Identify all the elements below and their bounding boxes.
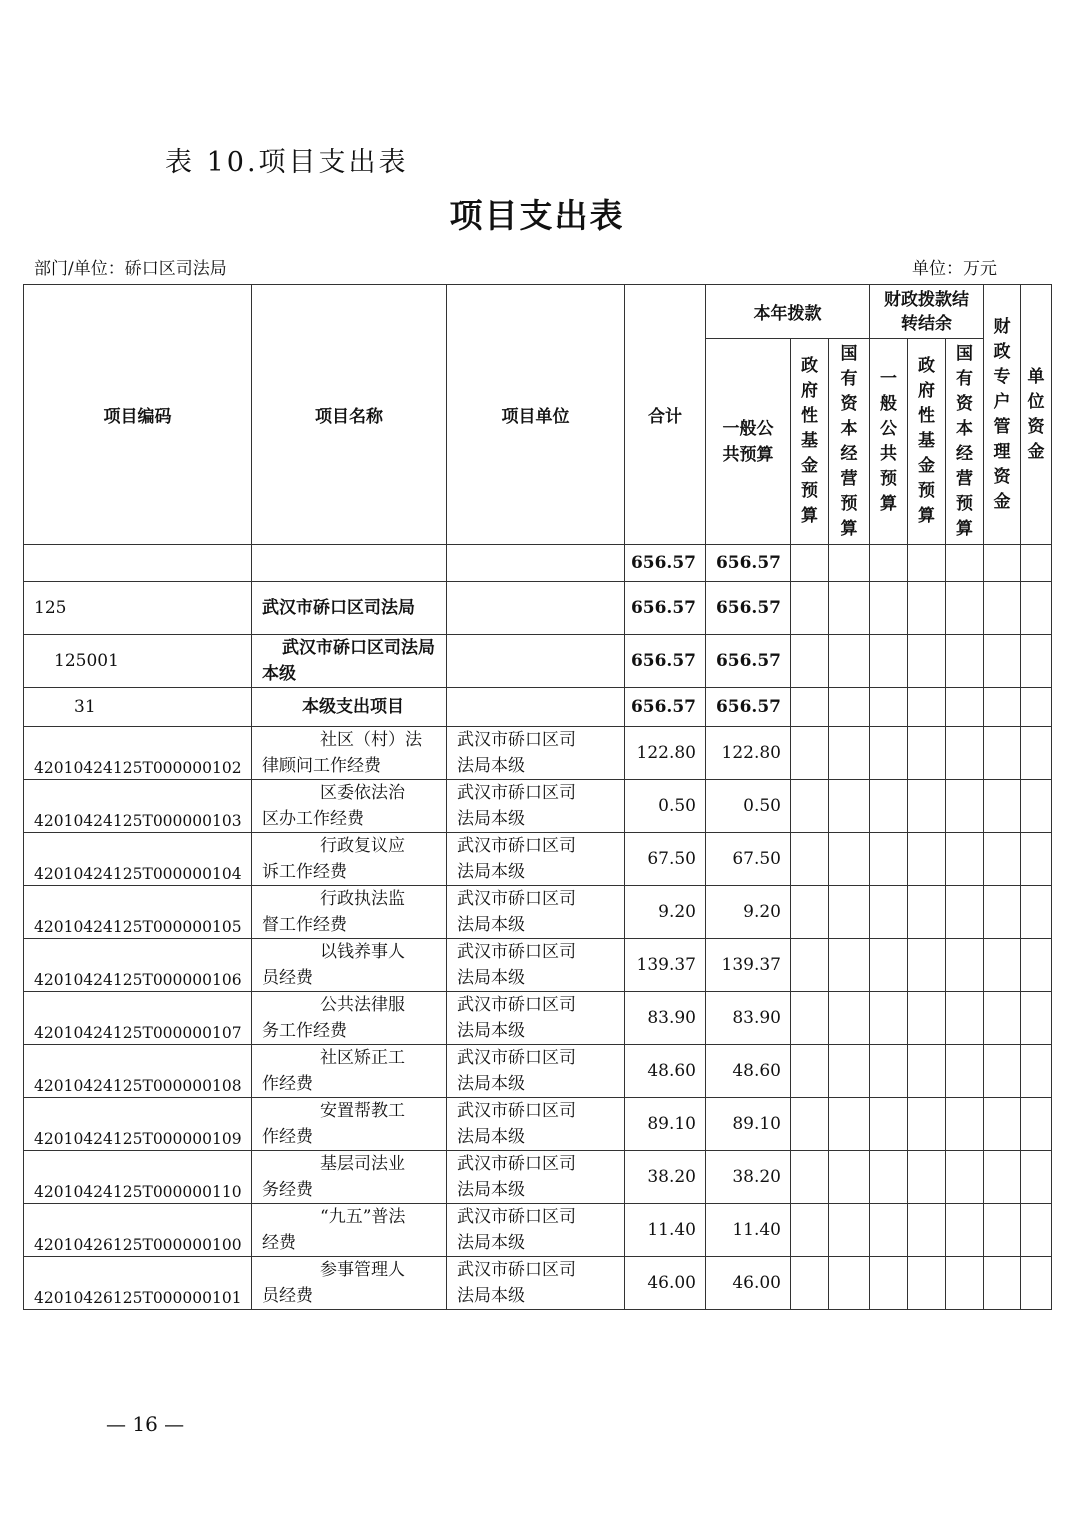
cell-unit (447, 688, 625, 727)
cell-name-line1: 基层司法业 (320, 1154, 405, 1174)
cell-code: 125001 (24, 635, 252, 688)
cell-general: 656.57 (706, 688, 791, 727)
cell-unit-line2: 法局本级 (457, 756, 525, 776)
cell-total: 139.37 (625, 939, 706, 992)
cell-total: 9.20 (625, 886, 706, 939)
cell-general: 122.80 (706, 727, 791, 780)
cell-unit-line1: 武汉市硚口区司 (457, 1207, 576, 1227)
cell-name (252, 939, 447, 992)
cell-name-line1: 公共法律服 (320, 995, 405, 1015)
header-carryover-gov-fund: 政 府 性 基 金 预 算 (908, 339, 946, 545)
table-row-dept (24, 582, 1052, 635)
cell-unit-line1: 武汉市硚口区司 (457, 1101, 576, 1121)
table-row (24, 992, 1052, 1045)
cell-name-line1: 社区（村）法 (320, 730, 422, 750)
cell-name (252, 1257, 447, 1310)
cell-unit-line2: 法局本级 (457, 1180, 525, 1200)
cell-name-line2: 员经费 (262, 968, 313, 988)
table-row (24, 939, 1052, 992)
header-name: 项目名称 (252, 285, 447, 545)
cell-name-line2: 务工作经费 (262, 1021, 347, 1041)
cell-code: 125 (24, 582, 252, 635)
cell-general: 9.20 (706, 886, 791, 939)
cell-general: 0.50 (706, 780, 791, 833)
cell-name (252, 780, 447, 833)
header-special-account: 财 政 专 户 管 理 资 金 (984, 285, 1021, 545)
cell-unit-line1: 武汉市硚口区司 (457, 1048, 576, 1068)
cell-unit-line1: 武汉市硚口区司 (457, 730, 576, 750)
cell-name-line1: 行政复议应 (320, 836, 405, 856)
cell-name-line1: “九五”普法 (320, 1207, 406, 1227)
cell-name-line2: 员经费 (262, 1286, 313, 1306)
cell-code: 42010424125T000000108 (24, 1045, 252, 1098)
cell-unit (447, 1098, 625, 1151)
cell-name (252, 1098, 447, 1151)
table-row (24, 727, 1052, 780)
cell-general: 11.40 (706, 1204, 791, 1257)
cell-unit-line1: 武汉市硚口区司 (457, 942, 576, 962)
cell-unit-line2: 法局本级 (457, 1286, 525, 1306)
cell-code: 42010424125T000000109 (24, 1098, 252, 1151)
page-title: 项目支出表 (449, 196, 625, 235)
cell-total: 0.50 (625, 780, 706, 833)
table-row (24, 1204, 1052, 1257)
cell-name-line1: 安置帮教工 (320, 1101, 405, 1121)
cell-total: 656.57 (625, 635, 706, 688)
cell-general: 67.50 (706, 833, 791, 886)
cell-code: 42010424125T000000102 (24, 727, 252, 780)
table-row-subunit (24, 635, 1052, 688)
cell-unit (447, 1045, 625, 1098)
cell-name-line2: 经费 (262, 1233, 296, 1253)
currency-unit-label: 单位：万元 (912, 259, 997, 279)
table-row (24, 1151, 1052, 1204)
table-row (24, 1045, 1052, 1098)
table-row-category (24, 688, 1052, 727)
cell-code: 42010424125T000000110 (24, 1151, 252, 1204)
cell-total: 83.90 (625, 992, 706, 1045)
cell-total: 89.10 (625, 1098, 706, 1151)
cell-unit-line1: 武汉市硚口区司 (457, 995, 576, 1015)
cell-name-line2: 诉工作经费 (262, 862, 347, 882)
cell-code (24, 545, 252, 582)
cell-total: 46.00 (625, 1257, 706, 1310)
cell-name (252, 545, 447, 582)
cell-name-line1: 社区矫正工 (320, 1048, 405, 1068)
cell-total: 122.80 (625, 727, 706, 780)
cell-unit (447, 1204, 625, 1257)
cell-name-line2: 作经费 (262, 1074, 313, 1094)
cell-name-line2: 作经费 (262, 1127, 313, 1147)
cell-name: 武汉市硚口区司法局本级 (252, 635, 447, 688)
table-row (24, 1098, 1052, 1151)
cell-name-line2: 律顾问工作经费 (262, 756, 381, 776)
header-general-budget: 一般公共预算 (706, 339, 791, 545)
cell-unit (447, 545, 625, 582)
cell-unit (447, 1151, 625, 1204)
header-row-top (24, 285, 1052, 339)
header-gov-fund: 政 府 性 基 金 预 算 (791, 339, 829, 545)
cell-total: 48.60 (625, 1045, 706, 1098)
cell-general: 656.57 (706, 582, 791, 635)
department-label: 部门/单位：硚口区司法局 (34, 259, 227, 279)
cell-code: 31 (24, 688, 252, 727)
cell-total: 38.20 (625, 1151, 706, 1204)
cell-general: 48.60 (706, 1045, 791, 1098)
header-total: 合计 (625, 285, 706, 545)
cell-unit (447, 1257, 625, 1310)
cell-total: 67.50 (625, 833, 706, 886)
cell-unit (447, 886, 625, 939)
cell-name (252, 992, 447, 1045)
cell-name (252, 1204, 447, 1257)
cell-unit (447, 635, 625, 688)
header-carryover-general: 一 般 公 共 预 算 (870, 339, 908, 545)
cell-unit-line2: 法局本级 (457, 1233, 525, 1253)
cell-unit-line2: 法局本级 (457, 862, 525, 882)
page-number: — 16 — (106, 1412, 185, 1436)
cell-general: 656.57 (706, 635, 791, 688)
cell-unit (447, 727, 625, 780)
cell-code: 42010424125T000000104 (24, 833, 252, 886)
cell-code: 42010424125T000000106 (24, 939, 252, 992)
cell-name (252, 1151, 447, 1204)
cell-unit-line2: 法局本级 (457, 1021, 525, 1041)
cell-name-line1: 行政执法监 (320, 889, 405, 909)
cell-name-line1: 参事管理人 (320, 1260, 405, 1280)
header-code: 项目编码 (24, 285, 252, 545)
cell-total: 656.57 (625, 688, 706, 727)
header-carryover-state-capital: 国 有 资 本 经 营 预 算 (946, 339, 984, 545)
header-current-year: 本年拨款 (706, 285, 870, 339)
cell-unit (447, 780, 625, 833)
cell-unit (447, 939, 625, 992)
cell-name-line2: 督工作经费 (262, 915, 347, 935)
cell-unit-line2: 法局本级 (457, 915, 525, 935)
cell-general: 46.00 (706, 1257, 791, 1310)
cell-unit-line1: 武汉市硚口区司 (457, 783, 576, 803)
cell-name (252, 886, 447, 939)
cell-unit-line2: 法局本级 (457, 968, 525, 988)
cell-general: 38.20 (706, 1151, 791, 1204)
cell-general: 89.10 (706, 1098, 791, 1151)
cell-total: 656.57 (625, 545, 706, 582)
table-row-total (24, 545, 1052, 582)
cell-code: 42010426125T000000100 (24, 1204, 252, 1257)
cell-code: 42010426125T000000101 (24, 1257, 252, 1310)
cell-general: 656.57 (706, 545, 791, 582)
cell-unit-line1: 武汉市硚口区司 (457, 889, 576, 909)
section-label: 表 10.项目支出表 (165, 147, 409, 178)
cell-general: 139.37 (706, 939, 791, 992)
cell-name: 武汉市硚口区司法局 (252, 582, 447, 635)
cell-code: 42010424125T000000103 (24, 780, 252, 833)
cell-name-line1: 以钱养事人 (320, 942, 405, 962)
cell-unit-line2: 法局本级 (457, 809, 525, 829)
cell-unit-line1: 武汉市硚口区司 (457, 1260, 576, 1280)
cell-name-line2: 区办工作经费 (262, 809, 364, 829)
cell-code: 42010424125T000000107 (24, 992, 252, 1045)
cell-unit-line2: 法局本级 (457, 1074, 525, 1094)
cell-name (252, 833, 447, 886)
cell-unit-line1: 武汉市硚口区司 (457, 1154, 576, 1174)
header-unit-funds: 单 位 资 金 (1021, 285, 1052, 545)
cell-unit-line1: 武汉市硚口区司 (457, 836, 576, 856)
cell-name-line1: 区委依法治 (320, 783, 405, 803)
table-row (24, 886, 1052, 939)
cell-unit (447, 582, 625, 635)
cell-total: 656.57 (625, 582, 706, 635)
table-row (24, 833, 1052, 886)
project-expenditure-table (23, 284, 1052, 1310)
cell-unit-line2: 法局本级 (457, 1127, 525, 1147)
header-state-capital: 国 有 资 本 经 营 预 算 (829, 339, 870, 545)
cell-name (252, 727, 447, 780)
cell-unit (447, 833, 625, 886)
table-row (24, 780, 1052, 833)
cell-name-line2: 务经费 (262, 1180, 313, 1200)
cell-name (252, 1045, 447, 1098)
cell-total: 11.40 (625, 1204, 706, 1257)
cell-code: 42010424125T000000105 (24, 886, 252, 939)
cell-general: 83.90 (706, 992, 791, 1045)
header-unit: 项目单位 (447, 285, 625, 545)
cell-unit (447, 992, 625, 1045)
header-carryover: 财政拨款结转结余 (870, 285, 984, 339)
cell-name: 本级支出项目 (252, 688, 447, 727)
table-row (24, 1257, 1052, 1310)
